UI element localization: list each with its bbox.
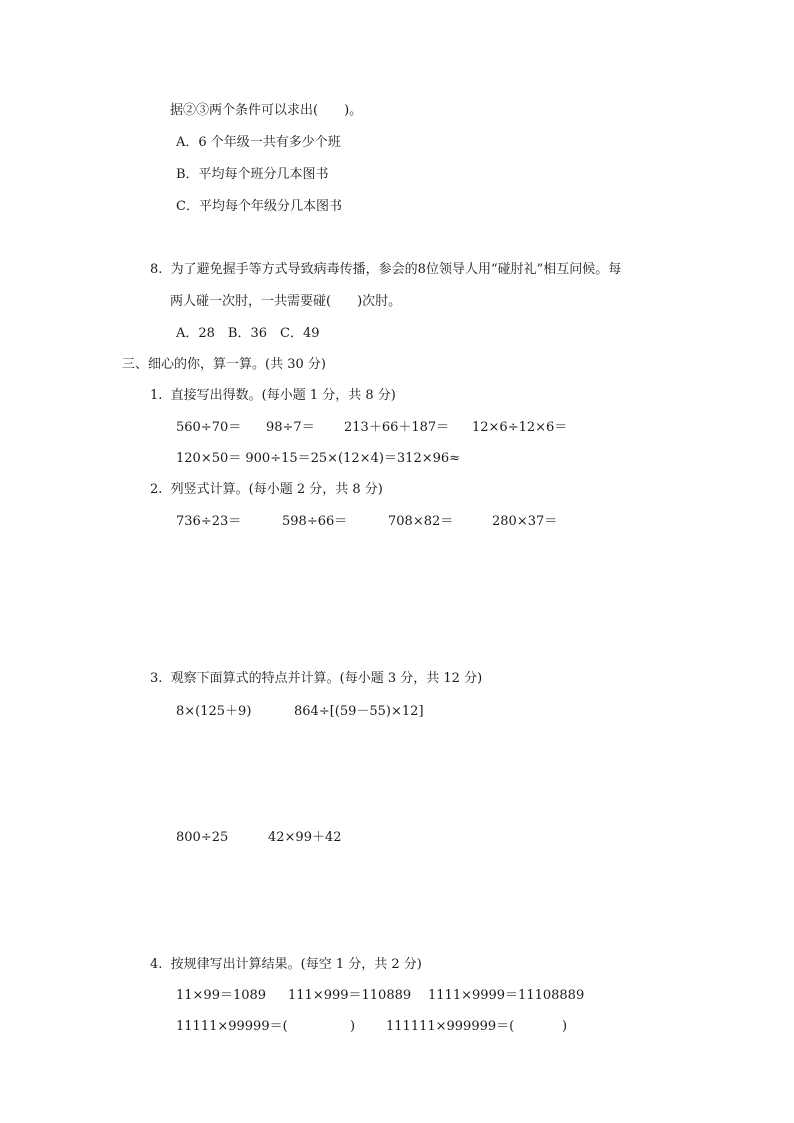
q7-stem: 据②③两个条件可以求出( )。	[170, 103, 363, 118]
p1-expr-1: 560÷70＝	[176, 420, 242, 435]
p2-expr-3: 708×82＝	[388, 514, 454, 529]
p1-row-2: 120×50＝ 900÷15＝25×(12×4)＝312×96≈	[176, 451, 461, 466]
p3-title: 3. 观察下面算式的特点并计算。(每小题 3 分，共 12 分)	[150, 671, 483, 686]
q7-option-a: A．6 个年级一共有多少个班	[176, 135, 341, 150]
p3-expr-1: 8×(125＋9)	[176, 704, 252, 719]
p3-expr-4: 42×99＋42	[268, 830, 342, 845]
q7-option-c: C．平均每个年级分几本图书	[176, 199, 342, 214]
q8-options: A．28 B．36 C．49	[176, 326, 320, 341]
p2-expr-2: 598÷66＝	[282, 514, 348, 529]
p1-expr-3: 213＋66＋187＝	[344, 420, 450, 435]
p4-blank-2-open: 111111×999999＝(	[386, 1019, 515, 1034]
p3-expr-3: 800÷25	[176, 830, 229, 845]
q8-line2: 两人碰一次肘，一共需要碰( )次肘。	[170, 294, 402, 309]
p2-expr-4: 280×37＝	[492, 514, 558, 529]
p2-title: 2. 列竖式计算。(每小题 2 分，共 8 分)	[150, 482, 383, 497]
p3-expr-2: 864÷[(59－55)×12]	[294, 704, 424, 719]
q7-option-b: B．平均每个班分几本图书	[176, 167, 329, 182]
p4-blank-2-close: )	[562, 1019, 568, 1034]
p2-expr-1: 736÷23＝	[176, 514, 242, 529]
p1-title: 1. 直接写出得数。(每小题 1 分，共 8 分)	[150, 388, 396, 403]
q8-line1: 8. 为了避免握手等方式导致病毒传播，参会的8位领导人用“碰肘礼”相互问候。每	[150, 262, 622, 277]
p1-expr-2: 98÷7＝	[266, 420, 315, 435]
p4-expr-2: 111×999＝110889	[288, 988, 412, 1003]
p4-expr-3: 1111×9999＝11108889	[428, 988, 585, 1003]
p4-expr-1: 11×99＝1089	[176, 988, 267, 1003]
p1-expr-4: 12×6÷12×6＝	[472, 420, 568, 435]
p4-blank-1-open: 11111×99999＝(	[176, 1019, 288, 1034]
p4-title: 4. 按规律写出计算结果。(每空 1 分，共 2 分)	[150, 957, 422, 972]
p4-blank-1-close: )	[350, 1019, 356, 1034]
section-3-title: 三、细心的你，算一算。(共 30 分)	[122, 357, 326, 372]
